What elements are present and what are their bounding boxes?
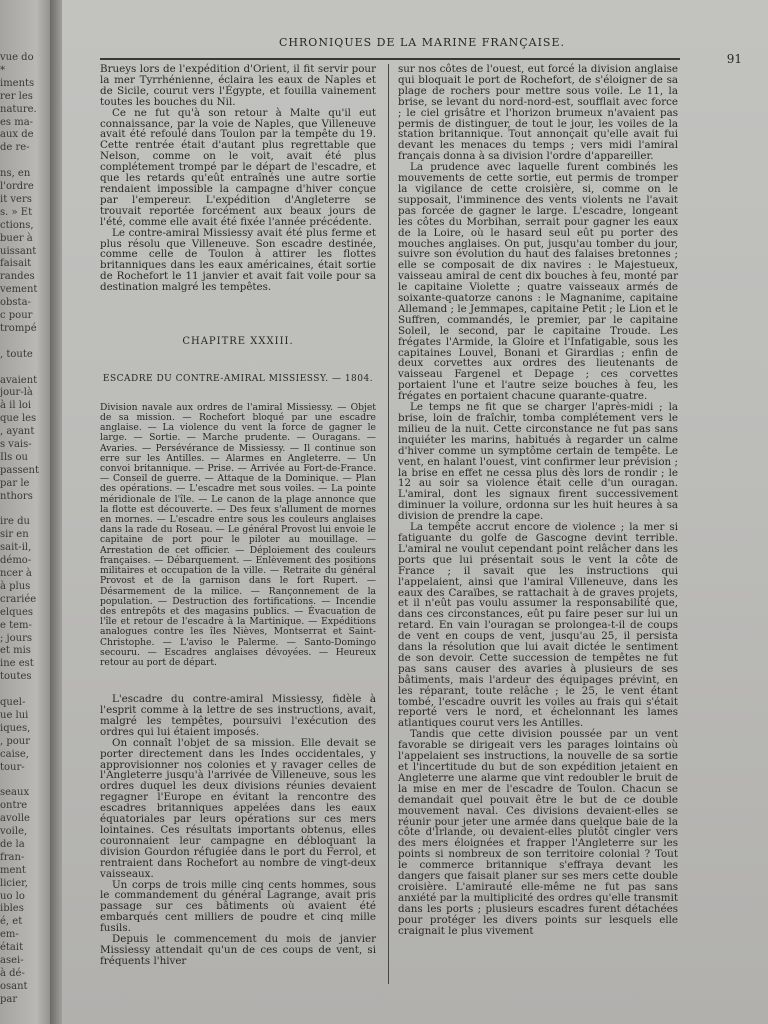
paragraph: Le contre-amiral Missiessy avait été plus ferme et plus résolu que Villeneuve. Son escadre destinée, comme celle de Toulon à attirer les flottes britanniques dans les eaux américaines, était sortie de Rochefort le 11 janvier et avait fait voile pour sa destination malgré les tempêtes. [100,226,376,294]
facing-page-fragment: à dé- [0,967,25,979]
facing-page-fragment: ibles [0,903,24,915]
facing-page-fragment: faisait [0,258,32,270]
facing-page-fragment: sait-il, [0,542,32,554]
facing-page-fragment: uo lo [0,890,25,902]
facing-page-fragment: e tem- [0,619,32,631]
facing-page-fragment: voile, [0,826,28,837]
book-page [62,0,768,1024]
paragraph: sur nos côtes de l'ouest, eut forcé la division anglaise qui bloquait le port de Rochefort, de s'éloigner de sa plage de rochers pour mettre sous voile. Le 11, la brise, se levant du nord-nord-est, soufflait avec force ; le ciel grisâtre et l'horizon brumeux n'avaient pas permis de distinguer, de tout le jour, les voiles de la station britannique. Tout annonçait qu'elle avait fui devant les menaces du temps ; vers midi l'amiral français donna à sa division l'ordre d'appareiller. [398,63,678,163]
running-head: CHRONIQUES DE LA MARINE FRANÇAISE. [279,36,565,49]
facing-page-fragment: nthors [0,490,33,502]
facing-page-fragment: é, et [0,916,23,928]
paragraph: L'escadre du contre-amiral Missiessy, fidèle à l'esprit comme à la lettre de ses instructions, avait, malgré les tempêtes, poursuivi l'exécution des ordres qui lui étaient imposés. [100,693,376,738]
facing-page-fragment: vue do [0,52,34,63]
facing-page-fragment: vement [0,284,38,296]
facing-page-fragment: randes [0,271,35,283]
facing-page-fragment: osant [0,980,28,992]
facing-page-fragment: ns, en [0,168,31,180]
page-header [102,32,742,66]
paragraph: La tempête accrut encore de violence ; la mer si fatiguante du golfe de Gascogne devint terrible. L'amiral ne voulut cependant point relâcher dans les ports que lui présentait sous le vent la côte de France ; il savait que les instructions qui l'appelaient, ainsi que l'amiral Villeneuve, dans les eaux des Caraïbes, se rattachait à de graves projets, et il n'eût pas voulu assumer la responsabilité que, dans ces circonstances, eût pu faire peser sur lui un retard. En vain l'ouragan se prolongea-t-il de coups de vent en coups de vent, jusqu'au 25, il persista dans la résolution que lui avait dictée le sentiment de son devoir. Cette succession de tempêtes ne fut pas sans causer des avaries à plusieurs de ses bâtiments, mais l'ardeur des équipages prévint, en les réparant, toute relâche ; le 25, le vent étant tombé, l'escadre ouvrit les voiles au frais qui s'était reporté vers le nord, et échelonnant les lames atlantiques courut vers les Antilles. [398,521,678,730]
facing-page-fragment: Ils ou [0,451,28,463]
facing-page-fragment: asei- [0,955,24,966]
facing-page-fragment: ncer à [0,568,32,579]
facing-page-fragment: aux de [0,129,34,141]
facing-page-fragment: par [0,993,18,1005]
right-column [398,64,678,937]
facing-page-fragment: ctions, [0,219,34,231]
facing-page-fragment: ire du [0,516,30,528]
facing-page-fragment: de re- [0,142,30,154]
facing-page-fragment: , ayant [0,426,35,438]
facing-page-fragment: c pour [0,310,33,321]
facing-page-fragment: obsta- [0,297,31,309]
paragraph: Tandis que cette division poussée par un vent favorable se dirigeait vers les parages lointains où l'appelaient ses instructions, la nouvelle de sa sortie et l'incertitude du but de son expédition jetaient en Angleterre une alarme que vint redoubler le bruit de la mise en mer de l'escadre de Toulon. Chacun se demandait quel pouvait être le but de ce double mouvement naval. Ces divisions devaient-elles se réunir pour jeter une armée dans quelque baie de la côte d'Irlande, ou devaient-elles plutôt cingler vers des mers éloignées et frapper l'Angleterre sur les points si nombreux de son territoire colonial ? Tout le commerce britannique s'effraya devant les dangers que faisait planer sur ses mers cette double croisière. L'amirauté elle-même ne fut pas sans anxiété par la multiplicité des ordres qu'elle transmit dans les ports ; plusieurs escadres furent détachées pour protéger les divers points sur lesquels elle craignait le plus vivement [398,728,678,937]
facing-page-fragment: toutes [0,671,32,683]
facing-page-fragment: l'ordre [0,181,34,192]
header-rule [100,58,680,60]
facing-page-fragment: avaient [0,374,38,386]
facing-page-fragment: ue lui [0,709,29,721]
facing-page-fragment: seaux [0,787,30,799]
facing-page-fragment: par le [0,477,30,489]
column-rule [388,64,389,984]
paragraph: On connaît l'objet de sa mission. Elle devait se porter directement dans les Indes occidentales, y approvisionner nos colonies et y ravager celles de l'Angleterre jusqu'à l'arrivée de Villeneuve, sous les ordres duquel les deux divisions réunies devaient regagner l'Europe en évitant la rencontre des escadres britanniques appelées dans les eaux équatoriales par leurs opérations sur ces mers lointaines. Ces résultats importants obtenus, elles couronnaient leur campagne en débloquant la division Gourdon réfugiée dans le port du Ferrol, et rentraient dans Rochefort au nombre de vingt-deux vaisseaux. [100,736,376,880]
facing-page-fragment: s vais- [0,439,32,450]
facing-page-fragment: ment [0,864,26,876]
left-column [100,64,376,967]
facing-page-fragment: de la [0,838,25,850]
facing-page-fragment: jour-là [0,387,33,399]
paragraph: Un corps de trois mille cinq cents hommes, sous le commandement du général Lagrange, avait pris passage sur ces bâtiments où avaient été embarqués cent milliers de poudre et cinq mille fusils. [100,878,376,935]
facing-page-fragment: que les [0,413,37,425]
facing-page-fragment: it vers [0,193,32,205]
facing-page-fragment: es ma- [0,116,34,128]
facing-page-fragment: à plus [0,580,31,592]
facing-page-fragment: buer à [0,232,33,244]
facing-page-fragment: ; jours [0,632,33,644]
facing-page-fragment: rer les [0,90,33,102]
facing-page-fragment: iments [0,77,35,89]
facing-page-edge [0,0,52,1024]
facing-page-fragment: démo- [0,555,32,567]
facing-page-fragment: à il loi [0,400,32,412]
paragraph: Le temps ne fit que se charger l'après-midi ; la brise, loin de fraîchir, tomba complétement vers le milieu de la nuit. Cette circonstance ne fut pas sans inquiéter les marins, habitués à regarder un calme d'hiver comme un symptôme certain de tempête. Le vent, en halant l'ouest, vint confirmer leur prévision ; la brise en effet ne cessa plus dès lors de rondir ; le 12 au soir sa violence était celle d'un ouragan. L'amiral, dont les signaux firent successivement diminuer la voilure, ordonna sur les huit heures à sa division de prendre la cape. [398,401,678,523]
facing-page-fragment: tour- [0,761,25,773]
facing-page-fragment: sir en [0,529,29,541]
facing-page-fragment: passent [0,464,40,476]
facing-page-fragment: s. » Et [0,206,33,218]
chapter-summary: Division navale aux ordres de l'amiral Missiessy. — Objet de sa mission. — Rochefort bloqué par une escadre anglaise. — La violence du vent la force de gagner le large. — Sortie. — Marche prudente. — Ouragans. — Avaries. — Persévérance de Missiessy. — Il continue son erre sur les Antilles. — Alarmes en Angleterre. — Un convoi britannique. — Prise. — Arrivée au Fort-de-France. — Conseil de guerre. — Attaque de la Dominique. — Plan des opérations. — L'escadre met sous voiles. — La pointe méridionale de l'île. — Le canon de la plage annonce que la flotte est découverte. — Des feux s'allument de mornes en mornes. — L'escadre entre sous les couleurs anglaises dans la rade du Roseau. — Le général Provost lui envoie le capitaine de port pour le piloter au mouillage. — Arrestation de cet officier. — Déploiement des couleurs françaises. — Débarquement. — Enlèvement des positions militaires et occupation de la ville. — Retraite du général Provost et de la garnison dans le fort Rupert. — Désarmement de la milice. — Rançonnement de la population. — Destruction des fortifications. — Incendie des entrepôts et des magasins publics. — Évacuation de l'île et retour de l'escadre à la Martinique. — Expéditions analogues contre les îles Nièves, Montserrat et Saint-Christophe. — L'aviso le Palerme. — Santo-Domingo secouru. — Escadres anglaises dévoyées. — Heureux retour au port de départ. [100,401,376,668]
page-number: 91 [726,52,742,66]
paragraph: Depuis le commencement du mois de janvier Missiessy attendait qu'un de ces coups de vent, si fréquents l'hiver [100,933,376,967]
facing-page-fragment: * [0,64,5,76]
facing-page-fragment: avolle [0,813,30,825]
facing-page-fragment: ontre [0,800,28,812]
chapter-title: CHAPITRE XXXIII. [182,336,294,348]
facing-page-fragment: quel- [0,697,26,708]
facing-page-fragment: , toute [0,348,33,360]
facing-page-fragment: iques, [0,722,31,734]
facing-page-fragment: caise, [0,748,29,760]
facing-page-fragment: em- [0,929,19,941]
facing-page-fragment: trompé [0,322,37,334]
facing-page-fragment: uissant [0,245,37,257]
facing-page-fragment: , pour [0,735,30,747]
chapter-subtitle: ESCADRE DU CONTRE-AMIRAL MISSIESSY. — 1804. [102,373,374,384]
facing-page-fragment: fran- [0,851,25,863]
facing-page-fragment: licier, [0,877,28,889]
paragraph: La prudence avec laquelle furent combinés les mouvements de cette sortie, eut permis de tromper la vigilance de cette croisière, si, comme on le supposait, l'imminence des vents violents ne l'avait pas forcée de gagner le large. L'escadre, longeant les côtes du Morbihan, serrait pour gagner les eaux de la Loire, où le hasard seul eût pu porter des mouches anglaises. On put, jusqu'au tomber du jour, suivre son évolution du haut des falaises bretonnes ; elle se composait de dix navires : le Majestueux, vaisseau amiral de cent dix bouches à feu, monté par le capitaine Violette ; quatre vaisseaux armés de soixante-quatorze canons : le Magnanime, capitaine Allemand ; le Jemmapes, capitaine Petit ; le Lion et le Suffren, commandés, le premier, par le capitaine Soleil, le second, par le capitaine Troude. Les frégates l'Armide, la Gloire et l'Infatigable, sous les capitaines Louvel, Bonani et Girardias ; enfin de deux corvettes aux ordres des lieutenants de vaisseau Fargenel et Depage ; ces corvettes portaient l'une et l'autre seize bouches à feu, les frégates en portaient chacune quarante-quatre. [398,161,678,403]
facing-page-fragment: et mis [0,645,31,657]
facing-page-fragment: nature. [0,103,37,115]
paragraph: Ce ne fut qu'à son retour à Malte qu'il eut connaissance, par la voie de Naples, que Villeneuve avait été refoulé dans Toulon par la tempête du 19. Cette rentrée était d'autant plus regrettable que Nelson, comme on le voit, avait été plus complétement trompé par le départ de l'escadre, et que les retards qu'eût entraînés une autre sortie rendaient impossible la campagne d'hiver conçue par l'empereur. L'expédition d'Angleterre se trouvait reportée forcément aux beaux jours de l'été, comme elle avait été fixée l'année précédente. [100,106,376,228]
facing-page-fragment: était [0,942,24,954]
facing-page-fragment: crariée [0,593,37,605]
facing-page-fragment: ine est [0,658,34,670]
paragraph: Brueys lors de l'expédition d'Orient, il fit servir pour la mer Tyrrhénienne, éclaira les eaux de Naples et de Sicile, courut vers l'Égypte, et fouilla vainement toutes les bouches du Nil. [100,63,376,108]
facing-page-fragment: elques [0,606,34,618]
